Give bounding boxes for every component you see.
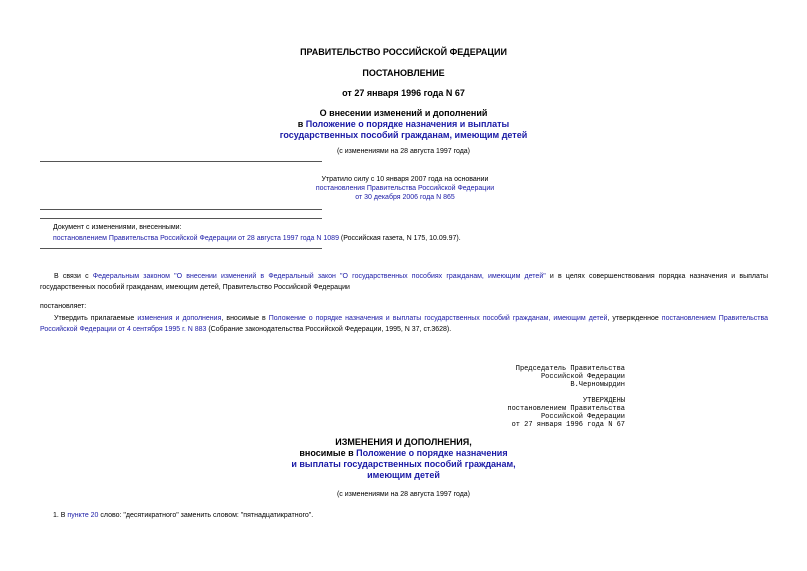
annex-title xyxy=(0,437,807,481)
changes-doc-label: Документ с изменениями, внесенными: xyxy=(53,224,182,231)
approved-line: УТВЕРЖДЕНЫ xyxy=(582,397,625,405)
para2-mid: , вносимые в xyxy=(221,315,269,322)
divider xyxy=(40,218,322,219)
title-line-2 xyxy=(0,119,807,130)
repeal-note xyxy=(290,175,520,202)
annex-title-prefix: вносимые в xyxy=(299,448,357,458)
title-line-1: О внесении изменений и дополнений xyxy=(319,108,488,118)
para1-end: и в целях совершенствования порядка назначения и выплаты государственных пособий гражданам, имеющим детей, Правительство Российской Федерации xyxy=(40,273,768,291)
para2-start: Утвердить прилагаемые xyxy=(54,315,138,322)
polozhenie-link[interactable]: Положение о порядке назначения и выплаты xyxy=(305,119,510,129)
changes-annex-link[interactable]: изменения и дополнения xyxy=(137,315,222,322)
approved-line: от 27 января 1996 года N 67 xyxy=(511,421,625,429)
repeal-link-date[interactable]: от 30 декабря 2006 года N 865 xyxy=(355,194,455,201)
decree-883-link[interactable]: постановлением Правительства Российской Федерации от 4 сентября 1995 г. N 883 xyxy=(40,315,768,333)
annex-title-line: ИЗМЕНЕНИЯ И ДОПОЛНЕНИЯ, xyxy=(335,437,472,447)
item1-start: 1. В xyxy=(53,512,68,519)
decree-word: постановляет: xyxy=(40,303,87,310)
approved-line: постановлением Правительства xyxy=(507,405,625,413)
para1-start: В связи с xyxy=(54,273,93,280)
signature-block xyxy=(470,365,625,389)
annex-polozhenie-link-cont[interactable]: и выплаты государственных пособий гражданам, xyxy=(291,459,516,469)
federal-law-link[interactable]: Федеральным законом "О внесении изменений в Федеральный закон "О государственных пособиях гражданам, имеющим детей" xyxy=(92,273,546,280)
para2-end: (Собрание законодательства Российской Федерации, 1995, N 37, ст.3628). xyxy=(206,326,452,333)
item1-end: слово: "десятикратного" заменить словом: "пятнадцатикратного". xyxy=(98,512,314,519)
signature-line: Председатель Правительства xyxy=(515,365,625,373)
doc-title xyxy=(0,108,807,141)
changes-doc-source: (Российская газета, N 175, 10.09.97). xyxy=(338,235,461,242)
title-prefix: в xyxy=(297,119,306,129)
government-name: ПРАВИТЕЛЬСТВО РОССИЙСКОЙ ФЕДЕРАЦИИ xyxy=(300,47,507,57)
divider xyxy=(40,161,322,162)
punkt-20-link[interactable]: пункте 20 xyxy=(67,512,99,519)
doc-date-number: от 27 января 1996 года N 67 xyxy=(342,88,465,98)
changes-doc xyxy=(53,234,613,243)
changes-doc-link[interactable]: постановлением Правительства Российской Федерации от 28 августа 1997 года N 1089 xyxy=(53,235,339,242)
annex-title-line xyxy=(0,448,807,459)
annex-amended-note: (с изменениями на 28 августа 1997 года) xyxy=(336,491,471,498)
polozhenie-body-link[interactable]: Положение о порядке назначения и выплаты государственных пособий гражданам, имеющим детей xyxy=(268,315,608,322)
paragraph-1 xyxy=(40,271,768,293)
divider xyxy=(40,248,322,249)
divider xyxy=(40,209,322,210)
approved-block xyxy=(470,397,625,429)
paragraph-2 xyxy=(40,313,768,335)
signature-line: Российской Федерации xyxy=(540,373,625,381)
annex-item-1 xyxy=(53,511,653,520)
amended-note: (с изменениями на 28 августа 1997 года) xyxy=(336,148,471,155)
annex-polozhenie-link-cont[interactable]: имеющим детей xyxy=(367,470,440,480)
approved-line: Российской Федерации xyxy=(540,413,625,421)
repeal-line: Утратило силу с 10 января 2007 года на основании xyxy=(321,176,489,183)
doc-type: ПОСТАНОВЛЕНИЕ xyxy=(362,68,445,78)
para2-mid2: , утвержденное xyxy=(607,315,662,322)
annex-polozhenie-link[interactable]: Положение о порядке назначения xyxy=(356,448,508,458)
repeal-link[interactable]: постановления Правительства Российской Федерации xyxy=(315,185,495,192)
polozhenie-link-cont[interactable]: государственных пособий гражданам, имеющим детей xyxy=(279,130,528,140)
signature-name: В.Черномырдин xyxy=(570,381,625,389)
